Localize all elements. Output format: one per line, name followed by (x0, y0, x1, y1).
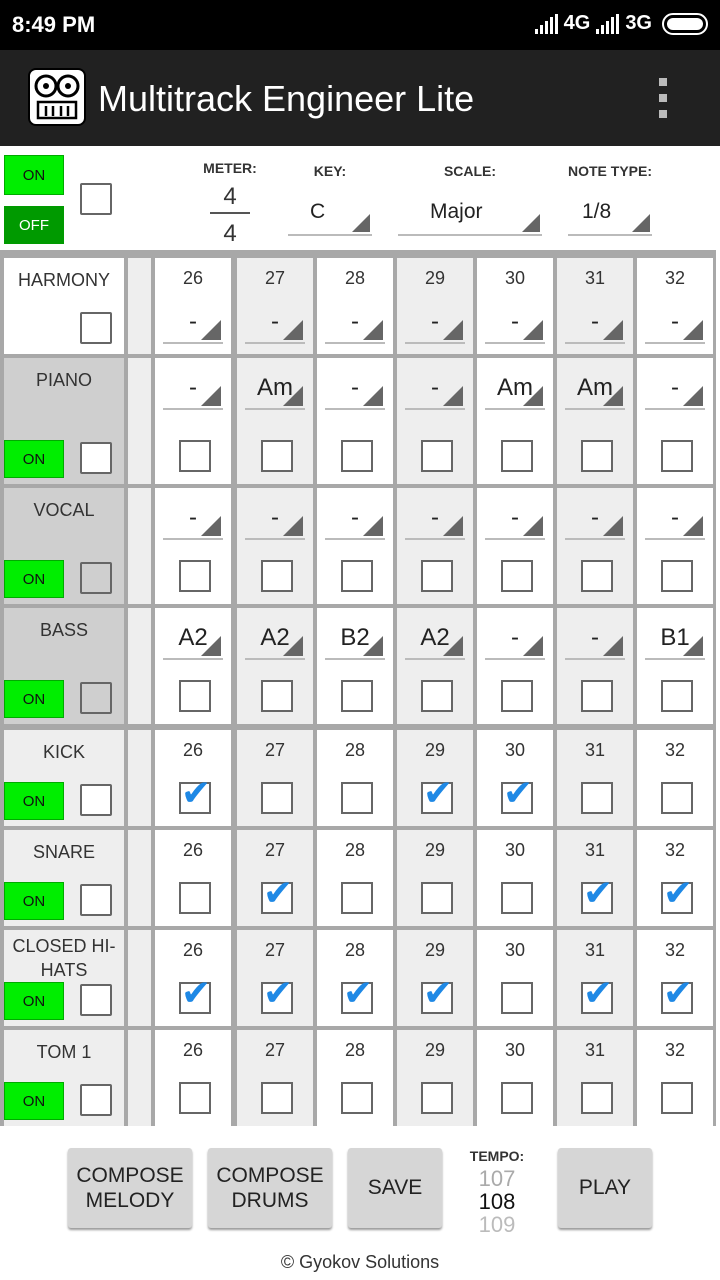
step-cell[interactable] (155, 930, 231, 1026)
tempo-value[interactable]: 108 (478, 1189, 516, 1214)
tape-reel-icon (28, 68, 86, 126)
track-label-row (4, 1030, 124, 1126)
step-number: 26 (182, 740, 204, 760)
track-checkbox[interactable] (80, 682, 112, 714)
step-cell[interactable] (237, 488, 313, 604)
step-select[interactable]: - (485, 620, 545, 660)
step-select[interactable]: - (645, 370, 705, 410)
meter-denominator[interactable]: 4 (223, 220, 237, 247)
step-checkbox[interactable] (179, 782, 211, 814)
step-select[interactable]: Am (245, 370, 305, 410)
step-select[interactable]: - (163, 304, 223, 344)
step-checkbox[interactable] (501, 982, 533, 1014)
track-checkbox[interactable] (80, 984, 112, 1016)
step-checkbox[interactable] (341, 680, 373, 712)
step-checkbox[interactable] (261, 440, 293, 472)
step-number: 29 (424, 940, 446, 960)
step-checkbox[interactable] (261, 680, 293, 712)
overflow-menu-icon[interactable] (655, 78, 671, 122)
scale-select[interactable]: Major (398, 200, 542, 236)
step-cell[interactable] (237, 730, 313, 826)
track-name: SNARE (32, 842, 95, 862)
step-checkbox[interactable] (341, 782, 373, 814)
step-cell[interactable] (637, 258, 713, 354)
step-checkbox[interactable] (581, 782, 613, 814)
step-cell[interactable] (557, 358, 633, 484)
step-number: 27 (264, 1040, 286, 1060)
global-on-button[interactable]: ON (4, 155, 64, 195)
network-type-2: 3G (625, 12, 652, 34)
step-cell[interactable] (397, 930, 473, 1026)
step-cell[interactable] (477, 1030, 553, 1126)
track-checkbox[interactable] (80, 884, 112, 916)
step-number: 30 (504, 740, 526, 760)
step-checkbox[interactable] (581, 440, 613, 472)
step-number: 30 (504, 268, 526, 288)
track-name: CLOSED HI-HATS (12, 936, 116, 980)
step-cell[interactable] (557, 608, 633, 724)
step-number: 30 (504, 840, 526, 860)
step-cell[interactable] (637, 608, 713, 724)
step-checkbox[interactable] (261, 882, 293, 914)
step-number: 28 (344, 840, 366, 860)
step-cell[interactable] (637, 930, 713, 1026)
step-select[interactable]: - (565, 620, 625, 660)
track-label-row (4, 488, 124, 604)
step-checkbox[interactable] (421, 1082, 453, 1114)
step-cell[interactable] (637, 830, 713, 926)
tempo-label: TEMPO: (469, 1148, 525, 1164)
step-number: 29 (424, 1040, 446, 1060)
tempo-next[interactable]: 109 (478, 1212, 516, 1232)
footer-copyright: © Gyokov Solutions (280, 1252, 440, 1272)
step-checkbox[interactable] (501, 1082, 533, 1114)
step-checkbox[interactable] (341, 982, 373, 1014)
step-checkbox[interactable] (661, 680, 693, 712)
step-cell[interactable] (477, 830, 553, 926)
global-checkbox[interactable] (80, 183, 112, 215)
step-cell[interactable] (397, 488, 473, 604)
step-number: 31 (584, 268, 606, 288)
step-number: 31 (584, 840, 606, 860)
step-select[interactable]: A2 (245, 620, 305, 660)
step-select[interactable]: - (245, 304, 305, 344)
step-checkbox[interactable] (661, 1082, 693, 1114)
play-button[interactable]: PLAY (558, 1148, 652, 1228)
step-cell[interactable] (477, 358, 553, 484)
step-cell[interactable] (477, 258, 553, 354)
signal-icon-2 (596, 14, 619, 34)
step-cell[interactable] (317, 1030, 393, 1126)
step-cell-partial[interactable] (128, 608, 151, 724)
step-cell[interactable] (317, 608, 393, 724)
step-cell-partial[interactable] (128, 358, 151, 484)
meter-label: METER: (203, 160, 257, 176)
step-select[interactable]: A2 (405, 620, 465, 660)
step-cell-partial[interactable] (128, 830, 151, 926)
step-cell[interactable] (155, 258, 231, 354)
track-checkbox[interactable] (80, 784, 112, 816)
track-on-button[interactable]: ON (4, 440, 64, 478)
step-select[interactable]: - (325, 370, 385, 410)
app-title: Multitrack Engineer Lite (98, 78, 475, 119)
track-name: VOCAL (33, 500, 95, 520)
step-cell-partial[interactable] (128, 930, 151, 1026)
step-number: 27 (264, 268, 286, 288)
track-on-button[interactable]: ON (4, 782, 64, 820)
step-cell[interactable] (637, 488, 713, 604)
step-checkbox[interactable] (421, 440, 453, 472)
step-number: 32 (664, 740, 686, 760)
step-cell[interactable] (637, 730, 713, 826)
step-select[interactable]: A2 (163, 620, 223, 660)
step-checkbox[interactable] (179, 440, 211, 472)
step-number: 26 (182, 1040, 204, 1060)
step-checkbox[interactable] (581, 882, 613, 914)
step-checkbox[interactable] (581, 1082, 613, 1114)
step-select[interactable]: - (405, 500, 465, 540)
track-name: KICK (42, 742, 85, 762)
step-number: 29 (424, 840, 446, 860)
step-cell[interactable] (397, 730, 473, 826)
key-select[interactable]: C (288, 200, 372, 236)
step-select[interactable]: - (325, 304, 385, 344)
step-number: 28 (344, 268, 366, 288)
step-cell-partial[interactable] (128, 488, 151, 604)
step-checkbox[interactable] (421, 982, 453, 1014)
step-number: 28 (344, 740, 366, 760)
step-checkbox[interactable] (501, 782, 533, 814)
step-cell-partial[interactable] (128, 258, 151, 354)
step-checkbox[interactable] (501, 882, 533, 914)
key-label: KEY: (313, 163, 347, 179)
track-label-row (4, 258, 124, 354)
compose-melody-button[interactable]: COMPOSE MELODY (68, 1148, 192, 1228)
track-on-button[interactable]: ON (4, 882, 64, 920)
global-off-button[interactable]: OFF (4, 206, 64, 244)
step-cell[interactable] (237, 358, 313, 484)
step-checkbox[interactable] (179, 882, 211, 914)
track-checkbox[interactable] (80, 1084, 112, 1116)
step-number: 29 (424, 268, 446, 288)
track-label-row (4, 358, 124, 484)
step-cell[interactable] (155, 830, 231, 926)
step-checkbox[interactable] (581, 982, 613, 1014)
step-number: 31 (584, 940, 606, 960)
meter-numerator[interactable]: 4 (223, 183, 237, 210)
step-select[interactable]: - (565, 500, 625, 540)
step-checkbox[interactable] (261, 560, 293, 592)
track-on-button[interactable]: ON (4, 680, 64, 718)
scale-label: SCALE: (443, 163, 497, 179)
step-number: 26 (182, 940, 204, 960)
meter-divider (210, 212, 250, 214)
step-checkbox[interactable] (179, 982, 211, 1014)
step-select[interactable]: - (485, 304, 545, 344)
status-icons (535, 12, 708, 35)
step-checkbox[interactable] (661, 560, 693, 592)
track-on-button[interactable]: ON (4, 1082, 64, 1120)
step-checkbox[interactable] (501, 680, 533, 712)
signal-icon (535, 14, 558, 34)
step-cell[interactable] (317, 930, 393, 1026)
step-checkbox[interactable] (661, 982, 693, 1014)
step-checkbox[interactable] (261, 982, 293, 1014)
track-checkbox[interactable] (80, 442, 112, 474)
step-number: 28 (344, 940, 366, 960)
step-number: 32 (664, 1040, 686, 1060)
step-cell[interactable] (237, 930, 313, 1026)
step-number: 26 (182, 268, 204, 288)
track-label-row (4, 830, 124, 926)
step-number: 32 (664, 940, 686, 960)
step-checkbox[interactable] (581, 560, 613, 592)
step-number: 27 (264, 740, 286, 760)
step-checkbox[interactable] (341, 882, 373, 914)
track-name: TOM 1 (36, 1042, 92, 1062)
step-checkbox[interactable] (501, 560, 533, 592)
step-checkbox[interactable] (501, 440, 533, 472)
track-name: PIANO (35, 370, 92, 390)
step-cell[interactable] (397, 830, 473, 926)
step-number: 29 (424, 740, 446, 760)
step-cell[interactable] (397, 608, 473, 724)
step-cell[interactable] (155, 358, 231, 484)
step-cell[interactable] (155, 730, 231, 826)
step-select[interactable]: Am (565, 370, 625, 410)
step-cell[interactable] (155, 1030, 231, 1126)
step-cell[interactable] (397, 358, 473, 484)
step-select[interactable]: - (163, 500, 223, 540)
status-bar (0, 0, 720, 50)
step-cell[interactable] (637, 358, 713, 484)
step-number: 27 (264, 840, 286, 860)
step-cell[interactable] (557, 930, 633, 1026)
step-cell[interactable] (237, 258, 313, 354)
step-number: 32 (664, 268, 686, 288)
note-type-label: NOTE TYPE: (567, 163, 652, 179)
step-cell[interactable] (237, 830, 313, 926)
step-cell-partial[interactable] (128, 730, 151, 826)
step-cell[interactable] (237, 608, 313, 724)
step-checkbox[interactable] (341, 440, 373, 472)
track-label-row (4, 930, 124, 1026)
step-checkbox[interactable] (341, 560, 373, 592)
step-cell[interactable] (477, 730, 553, 826)
step-checkbox[interactable] (661, 882, 693, 914)
step-select[interactable]: - (325, 500, 385, 540)
step-cell[interactable] (317, 258, 393, 354)
step-checkbox[interactable] (261, 782, 293, 814)
sequencer-grid (0, 250, 716, 1126)
step-checkbox[interactable] (421, 882, 453, 914)
step-select[interactable]: - (645, 304, 705, 344)
step-select[interactable]: - (405, 304, 465, 344)
track-name: BASS (39, 620, 89, 640)
status-time: 8:49 PM (12, 12, 96, 37)
step-number: 31 (584, 740, 606, 760)
step-checkbox[interactable] (661, 782, 693, 814)
step-select[interactable]: - (405, 370, 465, 410)
step-select[interactable]: B1 (645, 620, 705, 660)
step-cell[interactable] (557, 258, 633, 354)
step-cell[interactable] (557, 830, 633, 926)
step-checkbox[interactable] (261, 1082, 293, 1114)
step-checkbox[interactable] (421, 680, 453, 712)
step-number: 31 (584, 1040, 606, 1060)
note-type-select[interactable]: 1/8 (568, 200, 652, 236)
step-cell[interactable] (317, 830, 393, 926)
step-cell[interactable] (557, 730, 633, 826)
step-cell[interactable] (155, 608, 231, 724)
step-cell[interactable] (477, 608, 553, 724)
step-number: 30 (504, 1040, 526, 1060)
network-type-1: 4G (563, 12, 591, 34)
step-cell[interactable] (317, 488, 393, 604)
track-label-row (4, 730, 124, 826)
step-cell[interactable] (237, 1030, 313, 1126)
step-select[interactable]: Am (485, 370, 545, 410)
step-checkbox[interactable] (341, 1082, 373, 1114)
step-cell-partial[interactable] (128, 1030, 151, 1126)
step-checkbox[interactable] (661, 440, 693, 472)
step-checkbox[interactable] (421, 560, 453, 592)
step-checkbox[interactable] (179, 680, 211, 712)
step-cell[interactable] (155, 488, 231, 604)
step-cell[interactable] (317, 358, 393, 484)
step-cell[interactable] (637, 1030, 713, 1126)
step-select[interactable]: - (485, 500, 545, 540)
step-select[interactable]: - (565, 304, 625, 344)
step-select[interactable]: - (245, 500, 305, 540)
track-name: HARMONY (17, 270, 110, 290)
step-cell[interactable] (477, 488, 553, 604)
app-bar (0, 50, 720, 146)
step-select[interactable]: - (163, 370, 223, 410)
step-number: 28 (344, 1040, 366, 1060)
track-labels (0, 250, 128, 1126)
track-label-row (4, 608, 124, 724)
step-checkbox[interactable] (581, 680, 613, 712)
track-checkbox[interactable] (80, 562, 112, 594)
step-select[interactable]: - (645, 500, 705, 540)
step-number: 30 (504, 940, 526, 960)
step-cell[interactable] (557, 1030, 633, 1126)
step-number: 32 (664, 840, 686, 860)
step-cell[interactable] (477, 930, 553, 1026)
track-checkbox[interactable] (80, 312, 112, 344)
step-checkbox[interactable] (179, 1082, 211, 1114)
step-number: 26 (182, 840, 204, 860)
track-on-button[interactable]: ON (4, 560, 64, 598)
step-select[interactable]: B2 (325, 620, 385, 660)
save-button[interactable]: SAVE (348, 1148, 442, 1228)
step-checkbox[interactable] (421, 782, 453, 814)
tempo-prev[interactable]: 107 (478, 1166, 516, 1191)
step-cell[interactable] (317, 730, 393, 826)
step-cell[interactable] (397, 1030, 473, 1126)
step-cell[interactable] (397, 258, 473, 354)
battery-icon (662, 13, 708, 35)
track-on-button[interactable]: ON (4, 982, 64, 1020)
step-cell[interactable] (557, 488, 633, 604)
step-number: 27 (264, 940, 286, 960)
compose-drums-button[interactable]: COMPOSE DRUMS (208, 1148, 332, 1228)
step-checkbox[interactable] (179, 560, 211, 592)
